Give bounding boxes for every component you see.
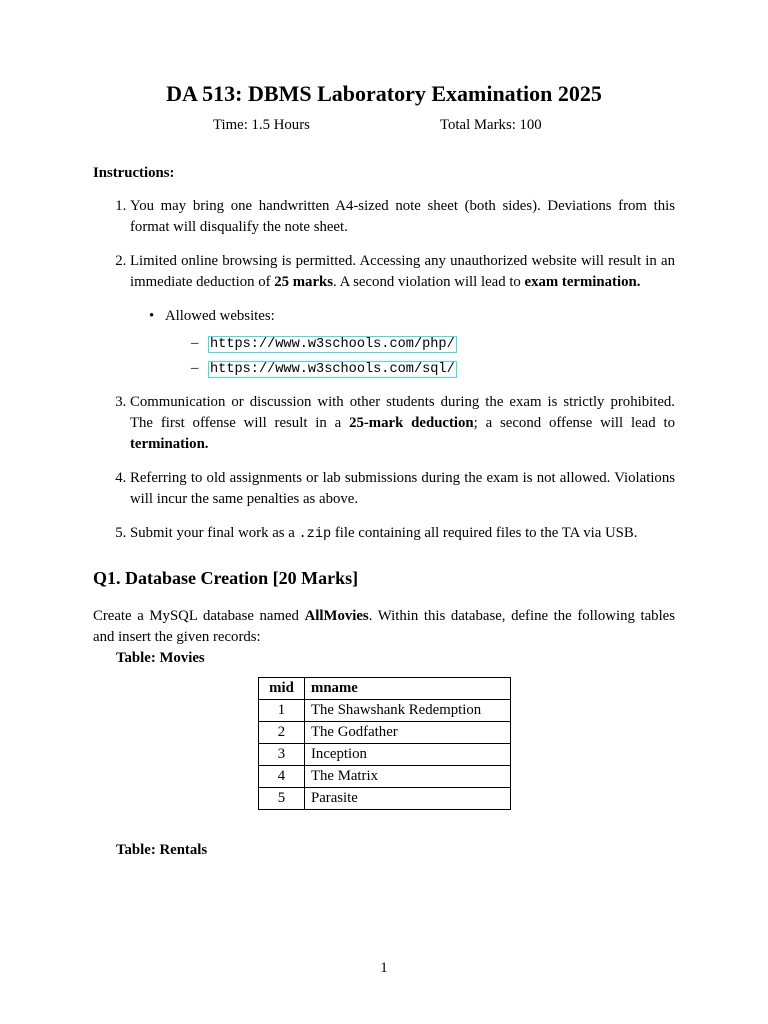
instruction-item xyxy=(130,196,675,238)
q1-text xyxy=(93,606,675,648)
instruction-text: ; a second offense will lead to xyxy=(473,414,675,431)
cell-mname: Parasite xyxy=(305,787,511,809)
table-header-row xyxy=(259,677,511,699)
instruction-text: Submit your final work as a xyxy=(130,524,299,541)
cell-mid: 4 xyxy=(259,765,305,787)
instruction-code: .zip xyxy=(298,526,332,542)
table-row xyxy=(259,743,511,765)
cell-mname: The Godfather xyxy=(305,721,511,743)
cell-mid: 3 xyxy=(259,743,305,765)
movies-table-label: Table: Movies xyxy=(116,649,205,666)
cell-mname: The Matrix xyxy=(305,765,511,787)
instructions-list xyxy=(93,196,675,544)
instruction-text: . A second violation will lead to xyxy=(333,274,525,291)
php-url-link[interactable]: https://www.w3schools.com/php/ xyxy=(210,337,455,353)
instruction-emphasis: exam termination. xyxy=(524,274,641,291)
column-header-mid: mid xyxy=(259,677,305,699)
instruction-emphasis: 25-mark deduction xyxy=(349,414,474,431)
instruction-item xyxy=(130,392,675,455)
allowed-websites-list xyxy=(130,306,675,379)
table-row xyxy=(259,765,511,787)
column-header-mname: mname xyxy=(305,677,511,699)
table-row xyxy=(259,721,511,743)
instruction-text: Communication or discussion with other students during the exam is strictly prohibited. The first offense will result in a xyxy=(130,393,675,431)
url-item xyxy=(191,358,675,379)
url-list xyxy=(165,333,675,379)
cell-mname: The Shawshank Redemption xyxy=(305,699,511,721)
page-title: DA 513: DBMS Laboratory Examination 2025 xyxy=(166,81,602,106)
q1-text-part: . Within this database, define the following tables and insert the given records: xyxy=(93,607,676,645)
allowed-websites-item xyxy=(149,306,675,379)
sql-url-link[interactable]: https://www.w3schools.com/sql/ xyxy=(210,361,455,377)
movies-table xyxy=(258,677,511,810)
instruction-text: You may bring one handwritten A4-sized note sheet (both sides). Deviations from this format will disqualify the note sheet. xyxy=(130,198,675,236)
url-item xyxy=(191,333,675,354)
instruction-item xyxy=(130,251,675,379)
exam-total-marks: Total Marks: 100 xyxy=(440,117,542,134)
cell-mid: 1 xyxy=(259,699,305,721)
exam-page xyxy=(93,78,675,861)
instruction-text: Limited online browsing is permitted. Accessing any unauthorized website will result in an immediate deduction of xyxy=(130,253,675,291)
cell-mname: Inception xyxy=(305,743,511,765)
table-row xyxy=(259,787,511,809)
q1-database-name: AllMovies xyxy=(304,607,369,624)
allowed-websites-label: Allowed websites: xyxy=(165,308,275,325)
cell-mid: 5 xyxy=(259,787,305,809)
rentals-table-label: Table: Rentals xyxy=(116,841,208,858)
instruction-item xyxy=(130,468,675,510)
instruction-emphasis: termination. xyxy=(130,435,209,452)
exam-time: Time: 1.5 Hours xyxy=(213,117,310,134)
instruction-text: Referring to old assignments or lab submissions during the exam is not allowed. Violations will incur the same penalties as above. xyxy=(130,469,675,507)
instruction-text: file containing all required files to the TA via USB. xyxy=(331,524,638,541)
q1-text-part: Create a MySQL database named xyxy=(93,607,305,624)
q1-heading: Q1. Database Creation [20 Marks] xyxy=(93,568,359,589)
exam-meta xyxy=(93,115,675,135)
instruction-item xyxy=(130,523,675,544)
table-row xyxy=(259,699,511,721)
instructions-heading: Instructions: xyxy=(93,165,175,182)
cell-mid: 2 xyxy=(259,721,305,743)
instruction-emphasis: 25 marks xyxy=(274,274,334,291)
page-number: 1 xyxy=(380,960,388,976)
